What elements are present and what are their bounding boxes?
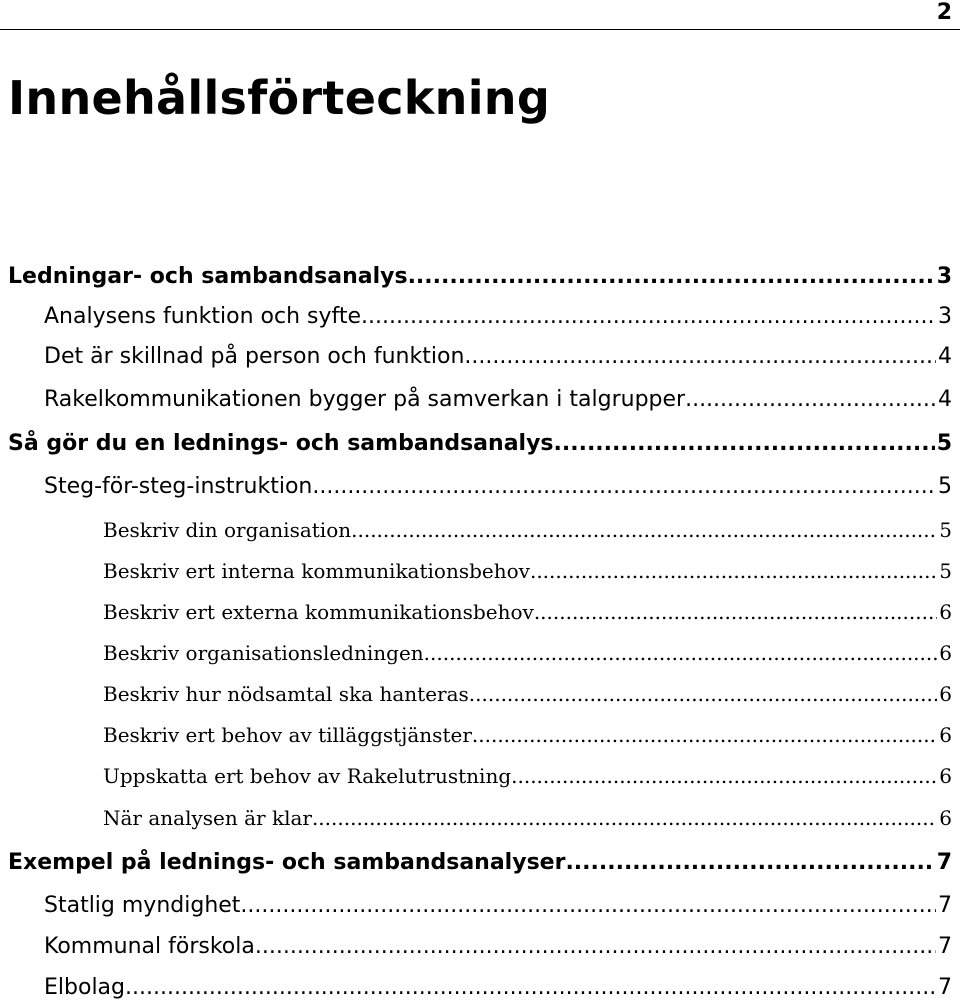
toc-entry-page: 3 bbox=[938, 304, 952, 329]
toc-entry-label: Exempel på lednings- och sambandsanalyser bbox=[8, 850, 566, 875]
toc-entry-statlig-myndighet[interactable] bbox=[44, 891, 952, 921]
toc-entry-label: Beskriv ert behov av tilläggstjänster bbox=[103, 723, 472, 747]
toc-entry-page: 5 bbox=[939, 518, 952, 542]
toc-entry-page: 6 bbox=[939, 723, 952, 747]
toc-entry-kommunal-forskola[interactable] bbox=[44, 932, 952, 962]
toc-entry-label: Så gör du en lednings- och sambandsanalys bbox=[8, 431, 554, 456]
toc-entry-sa-gor-du[interactable] bbox=[8, 429, 952, 459]
dot-leader bbox=[511, 761, 937, 791]
toc-entry-tillaggstjanster[interactable] bbox=[103, 720, 952, 750]
toc-entry-steg-for-steg[interactable] bbox=[44, 472, 952, 502]
toc-entry-page: 5 bbox=[938, 474, 952, 499]
toc-entry-label: Statlig myndighet bbox=[44, 893, 241, 918]
toc-entry-page: 3 bbox=[936, 264, 952, 289]
toc-entry-analysens-funktion[interactable] bbox=[44, 302, 952, 332]
dot-leader bbox=[312, 472, 936, 502]
dot-leader bbox=[464, 342, 936, 372]
dot-leader bbox=[361, 302, 936, 332]
toc-entry-nodsamtal[interactable] bbox=[103, 679, 952, 709]
toc-entry-page: 7 bbox=[938, 934, 952, 959]
toc-entry-label: Beskriv ert interna kommunikationsbehov bbox=[103, 559, 530, 583]
toc-entry-label: När analysen är klar bbox=[103, 806, 312, 830]
toc-entry-page: 4 bbox=[938, 344, 952, 369]
toc-entry-page: 6 bbox=[939, 764, 952, 788]
dot-leader bbox=[255, 932, 936, 962]
toc-entry-label: Beskriv din organisation bbox=[103, 518, 352, 542]
toc-entry-externa-behov[interactable] bbox=[103, 597, 952, 627]
toc-entry-person-och-funktion[interactable] bbox=[44, 342, 952, 372]
toc-entry-label: Analysens funktion och syfte bbox=[44, 304, 362, 329]
toc-entry-page: 6 bbox=[939, 600, 952, 624]
dot-leader bbox=[565, 848, 934, 878]
toc-entry-label: Det är skillnad på person och funktion bbox=[44, 344, 465, 369]
toc-entry-page: 6 bbox=[939, 682, 952, 706]
toc-entry-label: Beskriv hur nödsamtal ska hanteras bbox=[103, 682, 469, 706]
dot-leader bbox=[685, 385, 936, 415]
toc-entry-elbolag[interactable] bbox=[44, 973, 952, 1003]
toc-entry-label: Kommunal förskola bbox=[44, 934, 255, 959]
toc-entry-label: Rakelkommunikationen bygger på samverkan i talgrupper bbox=[44, 387, 686, 412]
toc-entry-page: 6 bbox=[939, 806, 952, 830]
toc-entry-exempel[interactable] bbox=[8, 848, 952, 878]
toc-entry-label: Beskriv ert externa kommunikationsbehov bbox=[103, 600, 534, 624]
toc-entry-page: 5 bbox=[936, 431, 952, 456]
toc-entry-label: Elbolag bbox=[44, 975, 125, 1000]
toc-entry-page: 7 bbox=[938, 975, 952, 1000]
toc-entry-ledningar-och-sambandsanalys[interactable] bbox=[8, 262, 952, 292]
dot-leader bbox=[534, 597, 937, 627]
dot-leader bbox=[408, 262, 935, 292]
dot-leader bbox=[312, 803, 937, 833]
dot-leader bbox=[125, 973, 936, 1003]
dot-leader bbox=[351, 515, 937, 545]
toc-entry-rakelutrustning[interactable] bbox=[103, 761, 952, 791]
toc-entry-rakelkommunikationen[interactable] bbox=[44, 385, 952, 415]
toc-entry-beskriv-din-organisation[interactable] bbox=[103, 515, 952, 545]
toc-entry-label: Uppskatta ert behov av Rakelutrustning bbox=[103, 764, 512, 788]
toc-entry-page: 7 bbox=[938, 893, 952, 918]
dot-leader bbox=[472, 720, 937, 750]
toc-entry-label: Ledningar- och sambandsanalys bbox=[8, 264, 408, 289]
toc-entry-page: 7 bbox=[936, 850, 952, 875]
dot-leader bbox=[530, 556, 937, 586]
toc-entry-label: Beskriv organisationsledningen bbox=[103, 641, 424, 665]
toc-entry-page: 6 bbox=[939, 641, 952, 665]
toc-entry-label: Steg-för-steg-instruktion bbox=[44, 474, 313, 499]
page-number: 2 bbox=[936, 0, 952, 25]
toc-entry-page: 5 bbox=[939, 559, 952, 583]
dot-leader bbox=[469, 679, 937, 709]
toc-entry-nar-analysen-ar-klar[interactable] bbox=[103, 803, 952, 833]
dot-leader bbox=[240, 891, 936, 921]
dot-leader bbox=[424, 638, 938, 668]
dot-leader bbox=[554, 429, 935, 459]
toc-title: Innehållsförteckning bbox=[8, 71, 551, 125]
toc-entry-page: 4 bbox=[938, 387, 952, 412]
toc-entry-organisationsledningen[interactable] bbox=[103, 638, 952, 668]
toc-entry-interna-behov[interactable] bbox=[103, 556, 952, 586]
